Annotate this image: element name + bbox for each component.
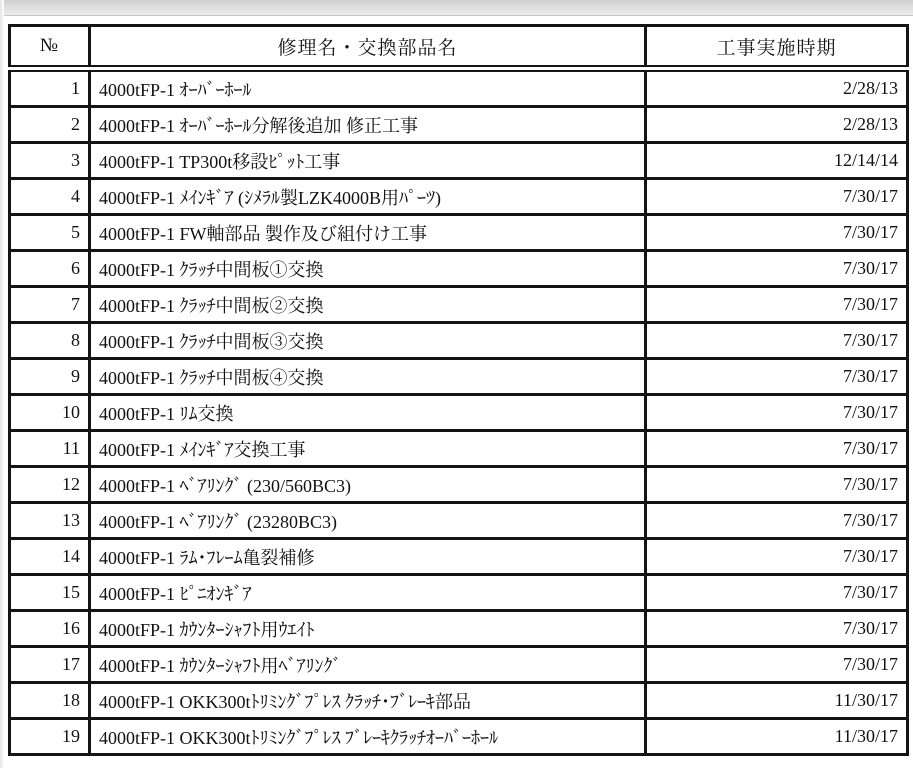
period-cell: 2/28/13 bbox=[646, 69, 908, 107]
table-header bbox=[10, 26, 908, 69]
row-number-cell: 16 bbox=[10, 611, 90, 647]
header-row bbox=[10, 26, 908, 69]
repair-name-cell: 4000tFP-1 ﾘﾑ交換 bbox=[90, 395, 646, 431]
repair-name-cell: 4000tFP-1 ﾍﾞｱﾘﾝｸﾞ (230/560BC3) bbox=[90, 467, 646, 503]
table-row bbox=[10, 69, 908, 107]
period-cell: 7/30/17 bbox=[646, 503, 908, 539]
row-number-cell: 19 bbox=[10, 719, 90, 755]
repair-name-cell: 4000tFP-1 ｵｰﾊﾞｰﾎｰﾙ bbox=[90, 69, 646, 107]
repair-name-cell: 4000tFP-1 ｵｰﾊﾞｰﾎｰﾙ分解後追加 修正工事 bbox=[90, 107, 646, 143]
scan-edge-left bbox=[0, 0, 4, 768]
repair-name-cell: 4000tFP-1 ﾒｲﾝｷﾞｱ交換工事 bbox=[90, 431, 646, 467]
repair-name-cell: 4000tFP-1 ﾍﾞｱﾘﾝｸﾞ (23280BC3) bbox=[90, 503, 646, 539]
row-number-cell: 2 bbox=[10, 107, 90, 143]
period-cell: 7/30/17 bbox=[646, 323, 908, 359]
period-cell: 7/30/17 bbox=[646, 539, 908, 575]
period-cell: 11/30/17 bbox=[646, 719, 908, 755]
period-cell: 7/30/17 bbox=[646, 215, 908, 251]
period-cell: 7/30/17 bbox=[646, 287, 908, 323]
table-row bbox=[10, 719, 908, 755]
scan-edge-top bbox=[0, 0, 913, 16]
row-number-cell: 12 bbox=[10, 467, 90, 503]
period-cell: 7/30/17 bbox=[646, 251, 908, 287]
table-row bbox=[10, 611, 908, 647]
repair-name-cell: 4000tFP-1 ｸﾗｯﾁ中間板④交換 bbox=[90, 359, 646, 395]
repair-name-cell: 4000tFP-1 ｶｳﾝﾀｰｼｬﾌﾄ用ﾍﾞｱﾘﾝｸﾞ bbox=[90, 647, 646, 683]
row-number-cell: 6 bbox=[10, 251, 90, 287]
period-cell: 7/30/17 bbox=[646, 395, 908, 431]
repair-name-cell: 4000tFP-1 OKK300tﾄﾘﾐﾝｸﾞﾌﾟﾚｽ ﾌﾞﾚｰｷｸﾗｯﾁｵｰﾊﾞｰﾎｰﾙ bbox=[90, 719, 646, 755]
period-cell: 7/30/17 bbox=[646, 611, 908, 647]
row-number-cell: 15 bbox=[10, 575, 90, 611]
table-row bbox=[10, 647, 908, 683]
row-number-cell: 14 bbox=[10, 539, 90, 575]
repair-name-cell: 4000tFP-1 ｸﾗｯﾁ中間板①交換 bbox=[90, 251, 646, 287]
table-row bbox=[10, 395, 908, 431]
period-cell: 2/28/13 bbox=[646, 107, 908, 143]
period-cell: 12/14/14 bbox=[646, 143, 908, 179]
period-cell: 7/30/17 bbox=[646, 575, 908, 611]
row-number-cell: 7 bbox=[10, 287, 90, 323]
row-number-cell: 5 bbox=[10, 215, 90, 251]
column-header-no: № bbox=[10, 26, 90, 69]
table-row bbox=[10, 107, 908, 143]
period-cell: 7/30/17 bbox=[646, 467, 908, 503]
table-row bbox=[10, 215, 908, 251]
table-row bbox=[10, 287, 908, 323]
row-number-cell: 4 bbox=[10, 179, 90, 215]
repair-name-cell: 4000tFP-1 ｸﾗｯﾁ中間板③交換 bbox=[90, 323, 646, 359]
row-number-cell: 11 bbox=[10, 431, 90, 467]
table-row bbox=[10, 467, 908, 503]
period-cell: 7/30/17 bbox=[646, 359, 908, 395]
repair-name-cell: 4000tFP-1 ｸﾗｯﾁ中間板②交換 bbox=[90, 287, 646, 323]
column-header-period: 工事実施時期 bbox=[646, 26, 908, 69]
repair-name-cell: 4000tFP-1 FW軸部品 製作及び組付け工事 bbox=[90, 215, 646, 251]
period-cell: 7/30/17 bbox=[646, 647, 908, 683]
repair-name-cell: 4000tFP-1 ﾗﾑ･ﾌﾚｰﾑ亀裂補修 bbox=[90, 539, 646, 575]
repair-name-cell: 4000tFP-1 ﾒｲﾝｷﾞｱ (ｼﾒﾗﾙ製LZK4000B用ﾊﾟｰﾂ) bbox=[90, 179, 646, 215]
row-number-cell: 13 bbox=[10, 503, 90, 539]
table-row bbox=[10, 503, 908, 539]
repair-name-cell: 4000tFP-1 TP300t移設ﾋﾟｯﾄ工事 bbox=[90, 143, 646, 179]
table-row bbox=[10, 323, 908, 359]
table-row bbox=[10, 143, 908, 179]
table-row bbox=[10, 575, 908, 611]
table-row bbox=[10, 179, 908, 215]
row-number-cell: 8 bbox=[10, 323, 90, 359]
row-number-cell: 1 bbox=[10, 69, 90, 107]
table-row bbox=[10, 431, 908, 467]
row-number-cell: 9 bbox=[10, 359, 90, 395]
column-header-name: 修理名・交換部品名 bbox=[90, 26, 646, 69]
period-cell: 7/30/17 bbox=[646, 179, 908, 215]
row-number-cell: 10 bbox=[10, 395, 90, 431]
period-cell: 11/30/17 bbox=[646, 683, 908, 719]
period-cell: 7/30/17 bbox=[646, 431, 908, 467]
table-row bbox=[10, 359, 908, 395]
table-row bbox=[10, 251, 908, 287]
row-number-cell: 17 bbox=[10, 647, 90, 683]
table-row bbox=[10, 683, 908, 719]
table-row bbox=[10, 539, 908, 575]
repair-name-cell: 4000tFP-1 OKK300tﾄﾘﾐﾝｸﾞﾌﾟﾚｽ ｸﾗｯﾁ･ﾌﾞﾚｰｷ部品 bbox=[90, 683, 646, 719]
repair-name-cell: 4000tFP-1 ﾋﾟﾆｵﾝｷﾞｱ bbox=[90, 575, 646, 611]
repair-history-table bbox=[8, 24, 909, 756]
row-number-cell: 3 bbox=[10, 143, 90, 179]
table-body bbox=[10, 69, 908, 755]
row-number-cell: 18 bbox=[10, 683, 90, 719]
repair-name-cell: 4000tFP-1 ｶｳﾝﾀｰｼｬﾌﾄ用ｳｴｲﾄ bbox=[90, 611, 646, 647]
